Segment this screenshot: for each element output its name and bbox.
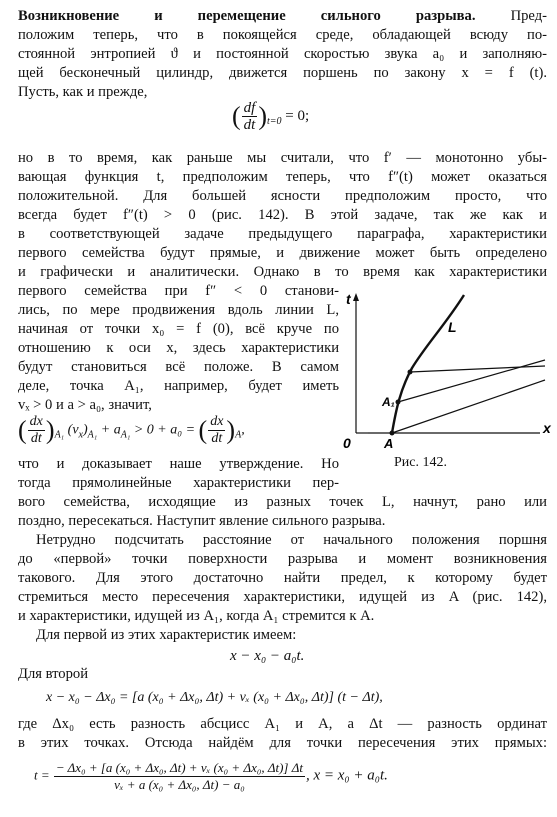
equation-first-characteristic: x − x₀ − a₀t. [230,648,305,664]
characteristic-A1 [398,360,545,402]
text-line-31: где Δx₀ есть разность абсцисс A₁ и A, а Δt — разность ординат [18,716,547,732]
text-line-9: всегда будет f″(t) > 0 (рис. 142). В этой задаче, так же как и [18,207,547,223]
text-line-25: до «первой» точки поверхности разрыва и момент возникновения [18,551,547,567]
text-line-7: вающая функция t, предположим теперь, что f″(t) может оказаться [18,169,547,185]
text-line-24: Нетрудно подсчитать расстояние от начального положения поршня [36,532,547,548]
text-line-8: положительной. Для большей ясности предположим просто, что [18,188,547,204]
axis-t-label: t [346,291,351,307]
curve-L-label: L [448,319,457,335]
point-A [390,431,395,436]
text-line-6: но в то время, как раньше мы считали, что f′ — монотонно убы- [18,150,547,166]
text-line-29: Для первой из этих характеристик имеем: [36,627,297,643]
text-line-5: Пусть, как и прежде, [18,84,148,100]
text-line-20: что и доказывает наше утверждение. Но [18,456,339,472]
characteristic-upper [410,366,545,372]
text-line-17: будут становиться всё положе. В самом [18,359,339,375]
text-line-23: поздно, пересекаться. Наступит явление сильного разрыва. [18,513,386,529]
text-line-14: лись, по мере продвижения вдоль линии L, [18,302,339,318]
figure-142 [340,290,555,480]
text-line-1: Возникновение и перемещение сильного разрыва. Пред- [18,8,547,24]
text-line-30: Для второй [18,666,89,682]
equation-dx-dt: ( $\frac{dx}{dt}$ )$_{A_1}$ $(v_x)_{A_1} + a_{A_1} > 0 + a_0$ = ( $\frac{dx}{dt}$ )$_A$, [18,414,245,446]
text-line-27: стремиться место пересечения характеристики, идущей из A (рис. 142), [18,589,547,605]
equation-intersection: t = $\frac{\text{− Δx₀ + [a (x₀ + Δx₀, Δt) + vₓ (x₀ + Δx₀, Δt)] Δt}}{\text{vₓ + a (x₀ + Δx₀, Δt) − a₀}}$ , x = x₀ + a₀t. [34,760,388,792]
text-line-22: вого семейства, исходящие из разных точек L, начнут, рано или [18,494,547,510]
text-line-10: в соответствующей задаче предыдущего параграфа, характеристики [18,226,547,242]
point-A1-label: A₁ [382,395,395,409]
origin-label: 0 [343,435,351,451]
text-line-11: первого семейства будут прямые, и движение может быть определено [18,245,547,261]
text-line-13: первого семейства при f″ < 0 станови- [18,283,339,299]
characteristic-A [392,380,545,433]
text-line-18: деле, точка A₁, например, будет иметь [18,378,339,394]
text-line-3: стоянной энтропией ϑ и постоянной скоростью звука a₀ и заполняю- [18,46,547,62]
point-A-label: A [384,436,394,451]
equation-second-characteristic: x − x₀ − Δx₀ = [a (x₀ + Δx₀, Δt) + vₓ (x₀ + Δx₀, Δt)] (t − Δt), [46,690,383,705]
point-A1 [396,400,401,405]
text-line-16: отношению к оси x, здесь характеристики [18,340,339,356]
equation-df-dt: ( $\frac{df}{dt}$ )$_{t=0} = 0$; [232,100,310,133]
text-line-28: и характеристики, идущей из A₁, когда A₁ стремится к A. [18,608,375,624]
figure-caption: Рис. 142. [394,455,447,470]
text-line-12: и графически и аналитически. Однако в то время как характеристики [18,264,547,280]
text-line-2: положим теперь, что в покоящейся среде, обладающей всюду по- [18,27,547,43]
t-axis-arrow [353,293,359,301]
text-line-19: vₓ > 0 и a > a₀, значит, [18,397,152,413]
text-line-4: щей бесконечный цилиндр, движется поршень по закону x = f (t). [18,65,547,81]
text-line-26: такового. Для этого достаточно найти предел, к которому будет [18,570,547,586]
text-line-15: начиная от точки x₀ = f (0), всё круче по [18,321,339,337]
section-heading: Возникновение и перемещение сильного разрыва. [18,8,476,24]
text-line-32: в этих точках. Отсюда найдём для точки пересечения этих прямых: [18,735,547,751]
text-line-21: тогда прямолинейные характеристики пер- [18,475,339,491]
axis-x-label: x [543,420,551,436]
